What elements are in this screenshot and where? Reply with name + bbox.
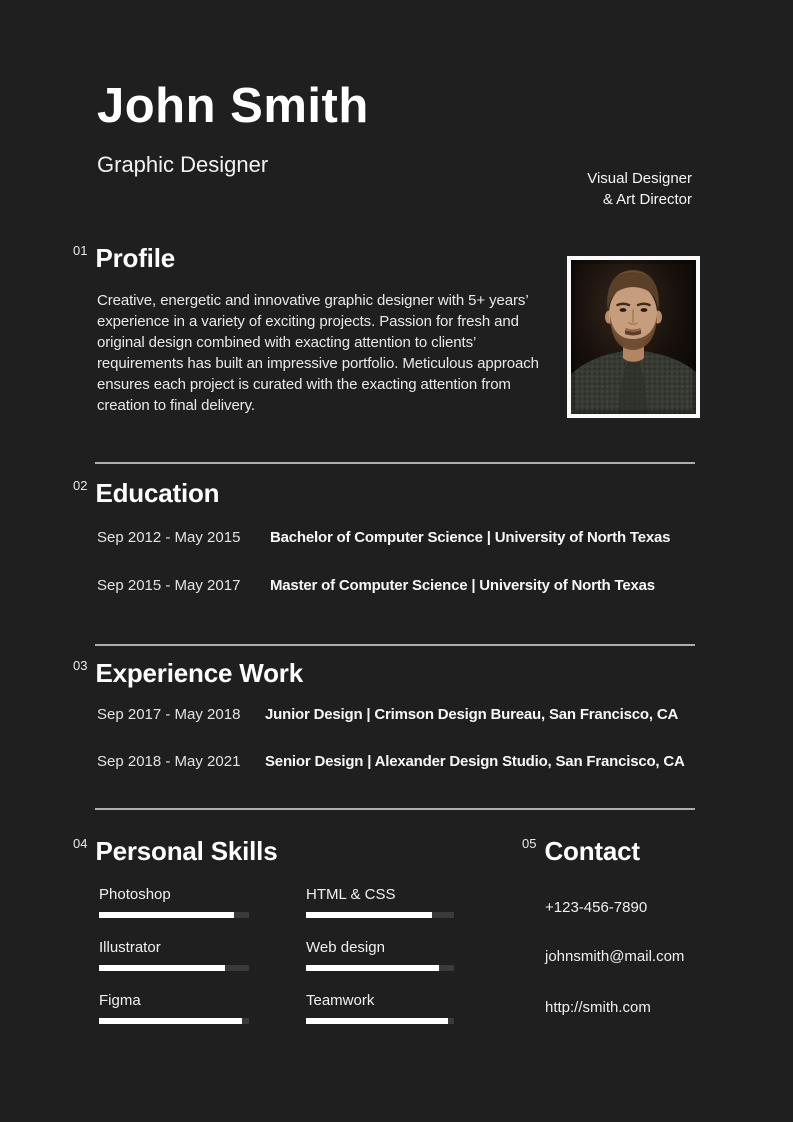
skill-bar-fill: [306, 965, 439, 971]
degree-text: Bachelor of Computer Science | University of North Texas: [270, 529, 671, 546]
section-divider: [95, 644, 695, 646]
section-heading-profile: [73, 243, 175, 274]
date-range: Sep 2015 - May 2017: [97, 577, 241, 594]
skill-item: [306, 886, 454, 918]
position-text: Senior Design | Alexander Design Studio, San Francisco, CA: [265, 753, 685, 770]
section-title: Contact: [544, 836, 640, 866]
section-heading-experience: [73, 658, 303, 689]
section-title: Personal Skills: [95, 836, 278, 866]
skill-bar-fill: [306, 1018, 448, 1024]
job-title: Graphic Designer: [97, 152, 269, 177]
skill-item: [99, 992, 249, 1024]
skill-item: [99, 886, 249, 918]
section-number: 04: [73, 836, 88, 851]
skill-bar: [99, 1018, 249, 1024]
skill-item: [306, 992, 454, 1024]
profile-photo: [567, 256, 700, 418]
name-heading: John Smith: [97, 79, 369, 133]
skill-label: Teamwork: [306, 992, 375, 1009]
role-tagline-line1: Visual Designer: [587, 170, 692, 187]
skill-bar-fill: [99, 965, 225, 971]
skills-grid: [99, 886, 454, 1024]
date-range: Sep 2018 - May 2021: [97, 753, 241, 770]
skill-bar-fill: [306, 912, 432, 918]
section-divider: [95, 462, 695, 464]
skill-item: [99, 939, 249, 971]
section-heading-contact: [522, 836, 640, 867]
portrait-illustration: [571, 260, 696, 414]
role-tagline-line2: & Art Director: [602, 191, 692, 208]
skill-bar: [306, 912, 454, 918]
skill-bar: [306, 965, 454, 971]
skill-label: HTML & CSS: [306, 886, 396, 903]
date-range: Sep 2012 - May 2015: [97, 529, 241, 546]
contact-item-phone: +123-456-7890: [545, 899, 648, 916]
skill-item: [306, 939, 454, 971]
skill-label: Web design: [306, 939, 385, 956]
skill-bar: [306, 1018, 454, 1024]
skill-bar-fill: [99, 1018, 242, 1024]
skill-bar: [99, 965, 249, 971]
section-heading-education: [73, 478, 219, 509]
role-tagline: [587, 168, 692, 210]
degree-text: Master of Computer Science | University of North Texas: [270, 577, 655, 594]
section-divider: [95, 808, 695, 810]
skill-label: Figma: [99, 992, 141, 1009]
skill-bar-fill: [99, 912, 234, 918]
section-number: 01: [73, 243, 88, 258]
section-heading-skills: [73, 836, 277, 867]
section-title: Profile: [95, 243, 175, 273]
section-number: 03: [73, 658, 88, 673]
section-number: 05: [522, 836, 537, 851]
skill-label: Illustrator: [99, 939, 161, 956]
section-title: Education: [95, 478, 220, 508]
contact-item-website: http://smith.com: [545, 999, 651, 1016]
skill-bar: [99, 912, 249, 918]
position-text: Junior Design | Crimson Design Bureau, San Francisco, CA: [265, 706, 679, 723]
section-number: 02: [73, 478, 88, 493]
profile-paragraph: Creative, energetic and innovative graphic designer with 5+ years’ experience in a variety of exciting projects. Passion for fresh and original design combined with exacting attention to clients’ requirements has built an impressive portfolio. Meticulous approach ensures each project is curated with the exacting attention from creation to final delivery.: [97, 292, 539, 414]
skill-label: Photoshop: [99, 886, 171, 903]
contact-item-email: johnsmith@mail.com: [545, 948, 685, 965]
section-title: Experience Work: [95, 658, 303, 688]
date-range: Sep 2017 - May 2018: [97, 706, 241, 723]
